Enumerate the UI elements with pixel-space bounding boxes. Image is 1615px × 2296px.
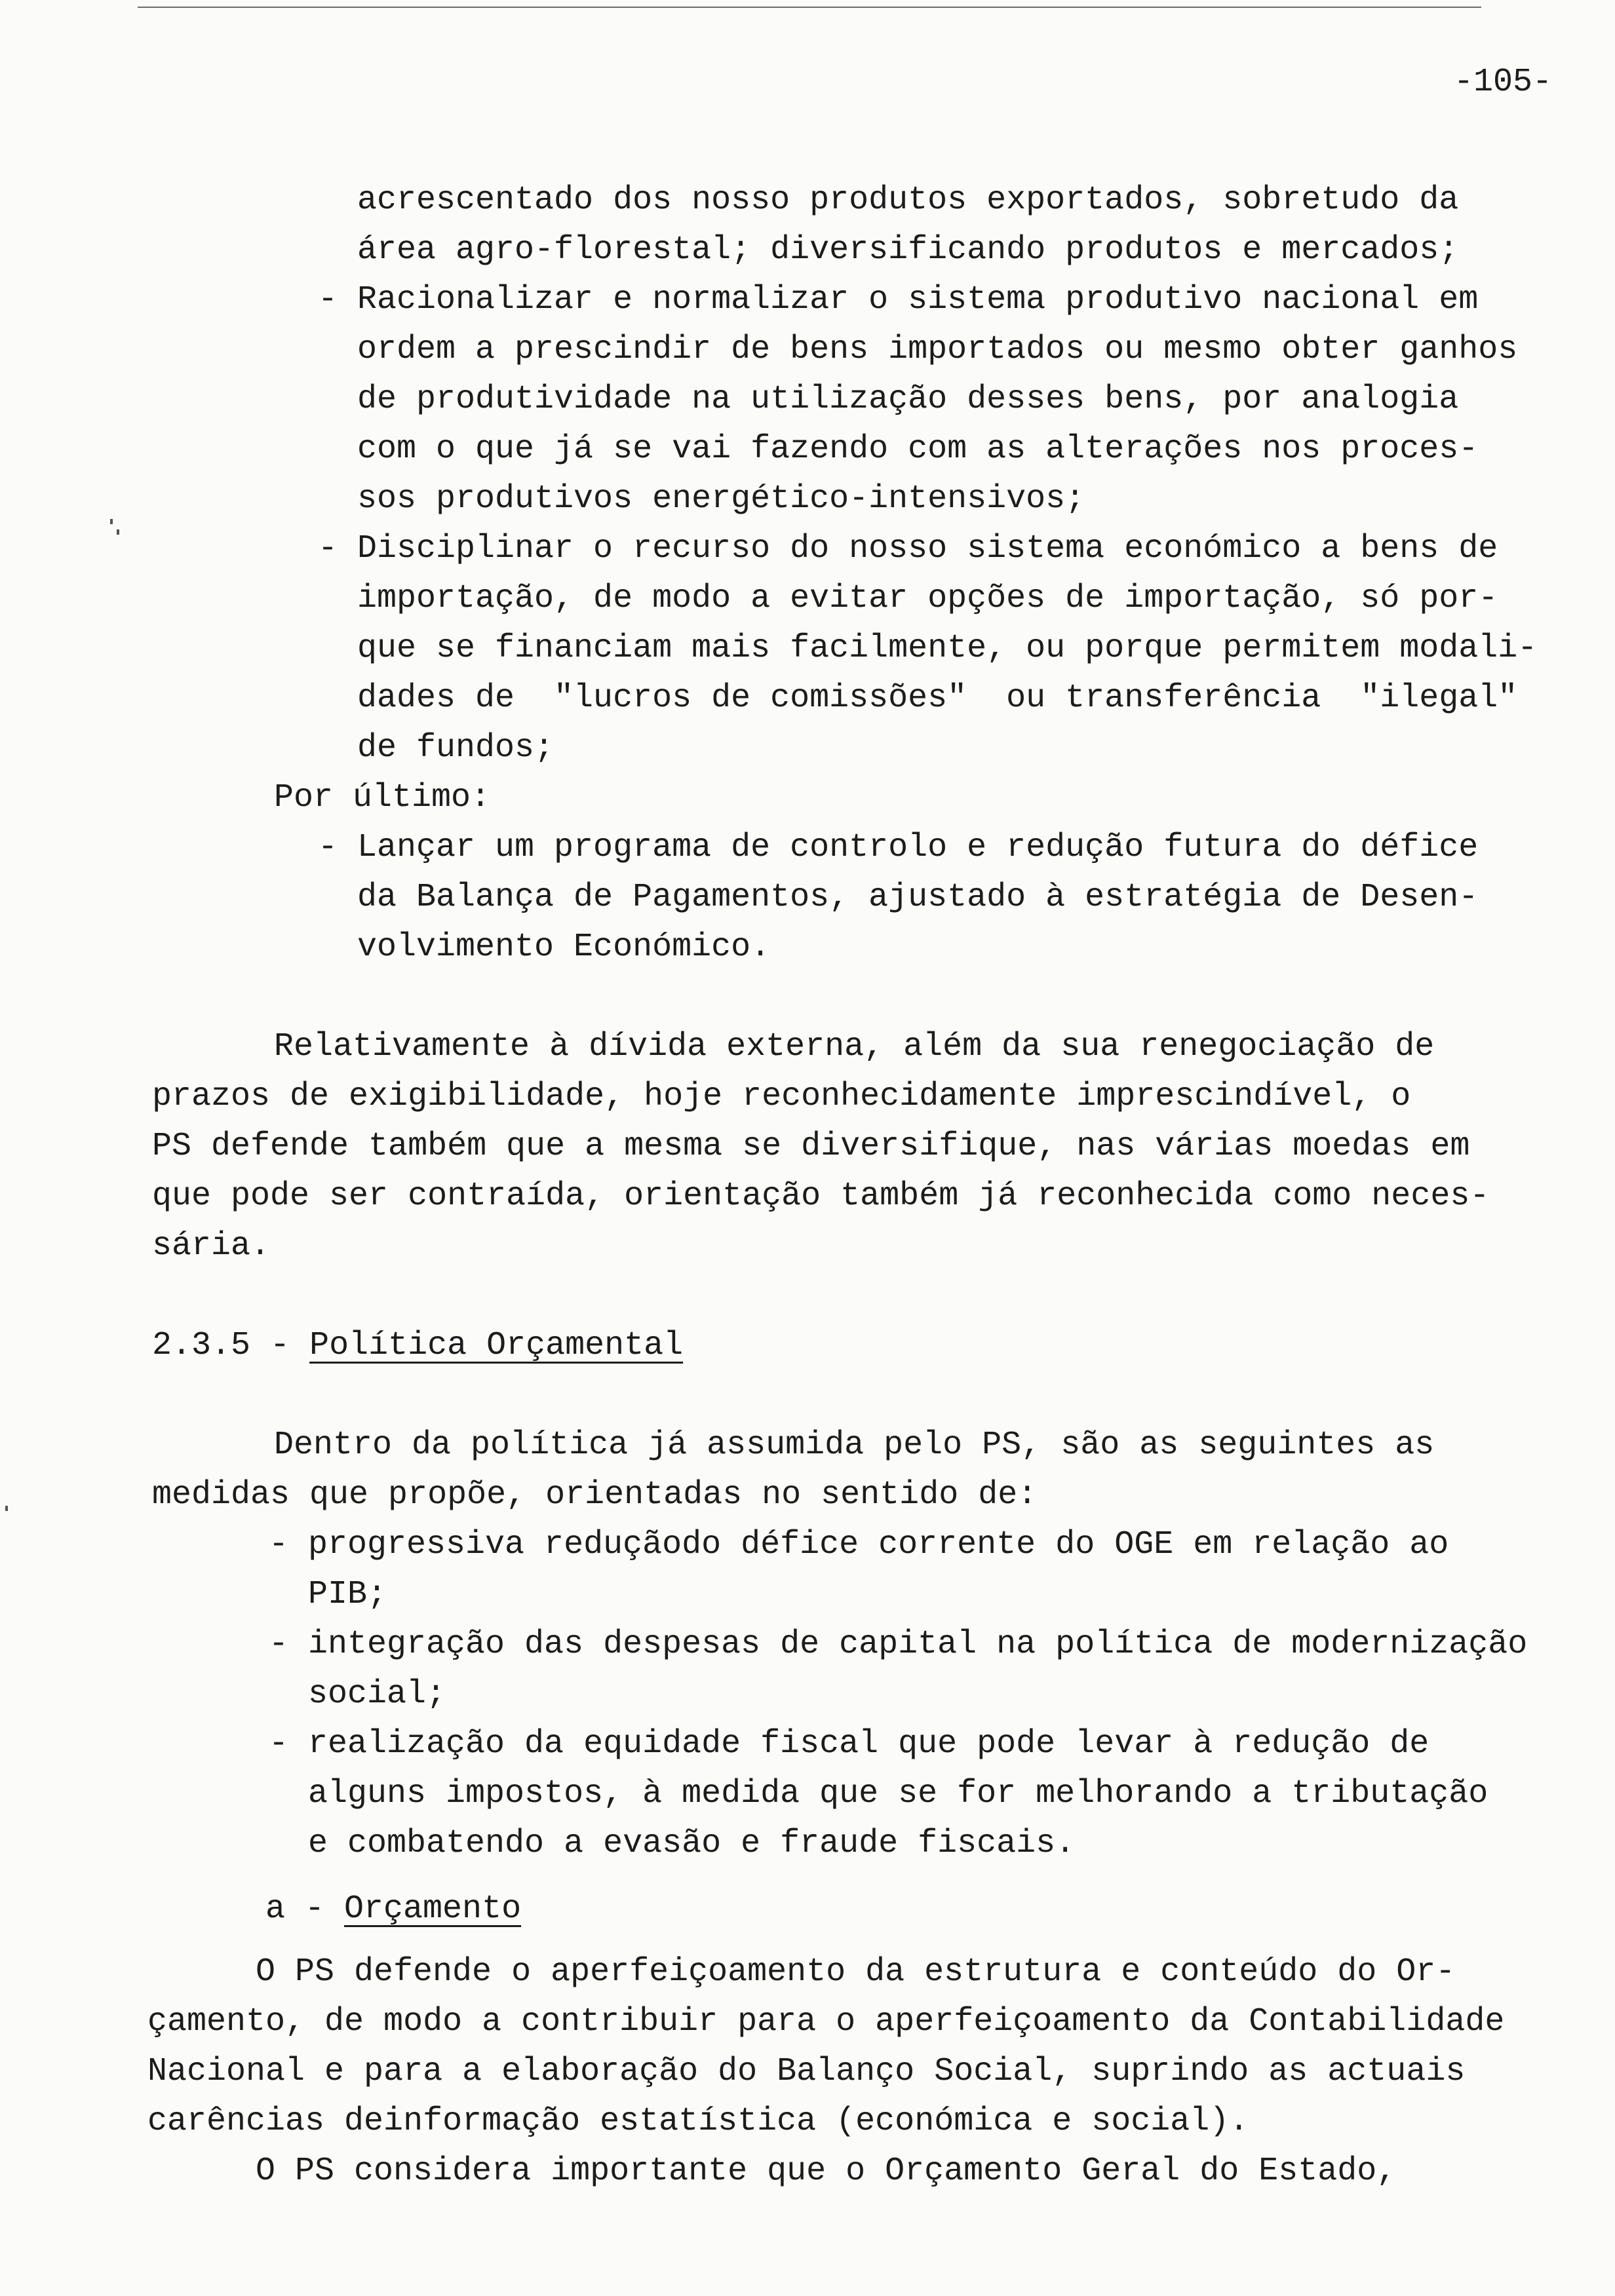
text-line: de fundos; <box>357 729 555 767</box>
text-line: progressiva reduçãodo défice corrente do OGE em relação ao <box>308 1526 1449 1563</box>
scan-speck <box>117 529 119 535</box>
section-title: Política Orçamental <box>309 1327 684 1364</box>
paragraph-line: PS defende também que a mesma se diversifique, nas várias moedas em <box>152 1128 1470 1165</box>
paragraph-line: Nacional e para a elaboração do Balanço Social, suprindo as actuais <box>147 2053 1466 2090</box>
text-line: de produtividade na utilização desses bens, por analogia <box>357 381 1459 418</box>
text-line: da Balança de Pagamentos, ajustado à estratégia de Desen- <box>357 879 1479 916</box>
paragraph-line: O PS considera importante que o Orçamento Geral do Estado, <box>256 2152 1397 2190</box>
bullet-dash: - <box>318 530 338 567</box>
bullet-dash: - <box>269 1526 289 1563</box>
text-line: com o que já se vai fazendo com as alterações nos proces- <box>357 430 1479 468</box>
text-line: sos produtivos energético-intensivos; <box>357 480 1085 518</box>
bullet-dash: - <box>318 281 338 318</box>
section-number: 2.3.5 - <box>152 1327 290 1364</box>
text-line: área agro-florestal; diversificando produtos e mercados; <box>357 231 1459 269</box>
text-line: volvimento Económico. <box>357 928 771 966</box>
paragraph-line: prazos de exigibilidade, hoje reconhecidamente imprescindível, o <box>152 1078 1411 1115</box>
paragraph-line: Dentro da política já assumida pelo PS, são as seguintes as <box>274 1426 1435 1464</box>
paragraph-line: carências deinformação estatística (económica e social). <box>147 2103 1249 2140</box>
por-ultimo: Por último: <box>274 779 491 816</box>
text-line: e combatendo a evasão e fraude fiscais. <box>308 1825 1076 1862</box>
text-line: alguns impostos, à medida que se for melhorando a tributação <box>308 1775 1489 1812</box>
scan-speck <box>110 519 113 524</box>
paragraph-line: medidas que propõe, orientadas no sentido de: <box>152 1476 1038 1514</box>
text-line: ordem a prescindir de bens importados ou mesmo obter ganhos <box>357 331 1518 368</box>
paragraph-line: O PS defende o aperfeiçoamento da estrutura e conteúdo do Or- <box>256 1953 1456 1991</box>
section-heading <box>152 1321 683 1371</box>
bullet-dash: - <box>318 829 338 866</box>
subsection-title: Orçamento <box>344 1890 522 1928</box>
text-line: acrescentado dos nosso produtos exportados, sobretudo da <box>357 182 1459 219</box>
page-number: -105- <box>1453 64 1552 101</box>
scan-speck <box>5 1506 8 1511</box>
text-line: Disciplinar o recurso do nosso sistema económico a bens de <box>357 530 1498 567</box>
text-line: que se financiam mais facilmente, ou porque permitem modali- <box>357 630 1538 667</box>
top-rule <box>138 7 1481 8</box>
paragraph-line: çamento, de modo a contribuir para o aperfeiçoamento da Contabilidade <box>147 2003 1505 2040</box>
bullet-dash: - <box>269 1626 289 1663</box>
text-line: Racionalizar e normalizar o sistema produtivo nacional em <box>357 281 1479 318</box>
text-line: importação, de modo a evitar opções de importação, só por- <box>357 580 1498 617</box>
text-line: realização da equidade fiscal que pode levar à redução de <box>308 1725 1430 1763</box>
bullet-dash: - <box>269 1725 289 1763</box>
paragraph-line: que pode ser contraída, orientação também já reconhecida como neces- <box>152 1177 1490 1215</box>
text-line: social; <box>308 1675 446 1713</box>
subsection-heading <box>265 1885 521 1934</box>
text-line: Lançar um programa de controlo e redução futura do défice <box>357 829 1479 866</box>
text-line: PIB; <box>308 1576 387 1613</box>
paragraph-line: Relativamente à dívida externa, além da sua renegociação de <box>274 1028 1435 1065</box>
subsection-letter: a - <box>265 1890 325 1928</box>
text-line: integração das despesas de capital na política de modernização <box>308 1626 1528 1663</box>
paragraph-line: sária. <box>152 1227 271 1265</box>
text-line: dades de "lucros de comissões" ou transferência "ilegal" <box>357 679 1518 717</box>
